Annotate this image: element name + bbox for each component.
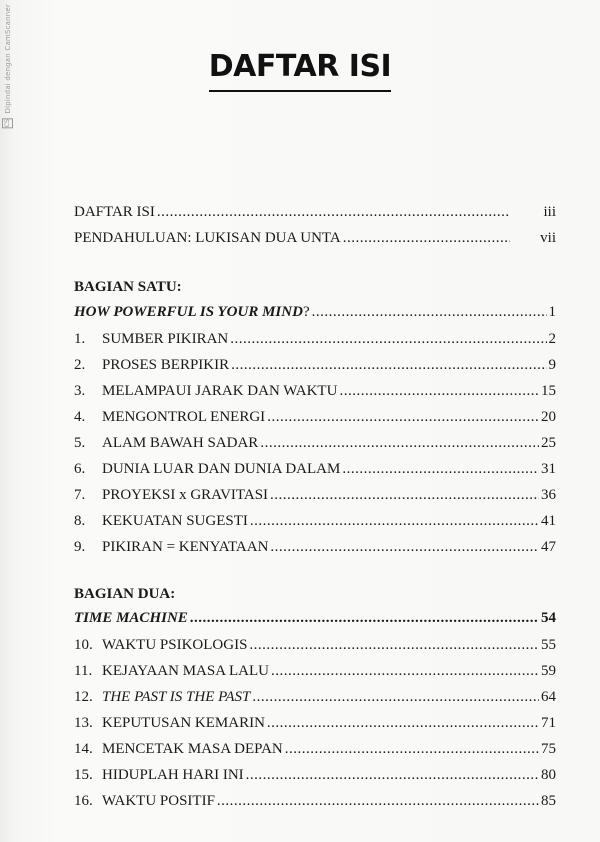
chapter-number: 4. [74, 409, 86, 425]
dot-leader [285, 741, 539, 758]
toc-chapter[interactable] [74, 409, 556, 431]
chapter-title: ALAM BAWAH SADAR [102, 435, 259, 451]
chapter-title: HIDUPLAH HARI INI [102, 767, 244, 783]
chapter-number: 8. [74, 513, 86, 529]
chapter-page: 59 [541, 663, 556, 679]
dot-leader [230, 331, 546, 348]
toc-chapter[interactable] [74, 513, 556, 535]
part-heading: BAGIAN DUA: [74, 586, 176, 602]
chapter-title: PROYEKSI x GRAVITASI [102, 487, 269, 503]
chapter-page: 20 [541, 409, 556, 425]
dot-leader [312, 304, 547, 321]
chapter-title: MENCETAK MASA DEPAN [102, 741, 283, 757]
chapter-page: 71 [541, 715, 556, 731]
dot-leader [270, 539, 539, 556]
chapter-page: 31 [541, 461, 556, 477]
toc-entry-page: iii [543, 204, 556, 220]
toc-chapter[interactable] [74, 357, 556, 379]
dot-leader [267, 715, 539, 732]
scanner-logo-icon: CS [4, 118, 11, 128]
toc-chapter[interactable] [74, 435, 556, 457]
toc-chapter[interactable] [74, 383, 556, 405]
toc-chapter[interactable] [74, 487, 556, 509]
chapter-title: WAKTU PSIKOLOGIS [102, 637, 248, 653]
toc-chapter[interactable] [74, 741, 556, 763]
chapter-number: 6. [74, 461, 86, 477]
chapter-page: 36 [541, 487, 556, 503]
toc-chapter[interactable] [74, 689, 556, 711]
chapter-title: SUMBER PIKIRAN [102, 331, 229, 347]
chapter-page: 25 [541, 435, 556, 451]
chapter-title: THE PAST IS THE PAST [102, 689, 251, 705]
toc-chapter[interactable] [74, 461, 556, 483]
chapter-page: 41 [541, 513, 556, 529]
dot-leader [343, 230, 510, 247]
dot-leader [231, 357, 546, 374]
chapter-page: 2 [548, 331, 556, 347]
part-subtitle: TIME MACHINE [74, 610, 188, 626]
toc-chapter[interactable] [74, 331, 556, 353]
toc-entry-label: DAFTAR ISI [74, 204, 155, 220]
dot-leader [157, 204, 510, 221]
chapter-title: DUNIA LUAR DAN DUNIA DALAM [102, 461, 341, 477]
chapter-number: 16. [74, 793, 93, 809]
chapter-page: 75 [541, 741, 556, 757]
chapter-number: 9. [74, 539, 86, 555]
dot-leader [260, 435, 539, 452]
part-subtitle-entry[interactable] [74, 610, 556, 632]
chapter-page: 64 [541, 689, 556, 705]
title-block [0, 50, 600, 92]
chapter-page: 80 [541, 767, 556, 783]
chapter-number: 7. [74, 487, 86, 503]
dot-leader [342, 461, 539, 478]
part-subtitle-suffix: ? [302, 304, 310, 320]
toc-chapter[interactable] [74, 637, 556, 659]
toc-entry-page: 54 [541, 610, 556, 626]
chapter-page: 85 [541, 793, 556, 809]
toc-entry-pendahuluan[interactable] [74, 230, 556, 252]
dot-leader [339, 383, 539, 400]
scanner-watermark-text: Dipindai dengan CamScanner [4, 4, 12, 114]
part-heading: BAGIAN SATU: [74, 279, 182, 295]
chapter-number: 11. [74, 663, 93, 679]
toc-entry-label: PENDAHULUAN: LUKISAN DUA UNTA [74, 230, 341, 246]
chapter-number: 12. [74, 689, 93, 705]
dot-leader [252, 689, 539, 706]
toc-chapter[interactable] [74, 663, 556, 685]
chapter-title: KEPUTUSAN KEMARIN [102, 715, 265, 731]
page-title: DAFTAR ISI [209, 50, 391, 92]
chapter-number: 2. [74, 357, 86, 373]
chapter-title: PIKIRAN = KENYATAAN [102, 539, 269, 555]
chapter-title: WAKTU POSITIF [102, 793, 215, 809]
chapter-title: MELAMPAUI JARAK DAN WAKTU [102, 383, 338, 399]
dot-leader [250, 513, 539, 530]
chapter-title: PROSES BERPIKIR [102, 357, 230, 373]
dot-leader [190, 610, 539, 627]
part-subtitle: HOW POWERFUL IS YOUR MIND [74, 304, 303, 320]
toc-entry-page: vii [540, 230, 556, 246]
toc-chapter[interactable] [74, 539, 556, 561]
chapter-title: KEJAYAAN MASA LALU [102, 663, 269, 679]
toc-chapter[interactable] [74, 767, 556, 789]
dot-leader [270, 487, 539, 504]
chapter-number: 14. [74, 741, 93, 757]
dot-leader [249, 637, 539, 654]
chapter-page: 55 [541, 637, 556, 653]
chapter-page: 9 [548, 357, 556, 373]
toc-chapter[interactable] [74, 715, 556, 737]
toc-entry-daftar-isi[interactable] [74, 204, 556, 226]
toc-chapter[interactable] [74, 793, 556, 815]
chapter-page: 47 [541, 539, 556, 555]
chapter-number: 15. [74, 767, 93, 783]
chapter-title: KEKUATAN SUGESTI [102, 513, 248, 529]
dot-leader [271, 663, 539, 680]
chapter-number: 1. [74, 331, 86, 347]
chapter-number: 5. [74, 435, 86, 451]
chapter-page: 15 [541, 383, 556, 399]
chapter-title: MENGONTROL ENERGI [102, 409, 266, 425]
dot-leader [246, 767, 539, 784]
chapter-number: 10. [74, 637, 93, 653]
dot-leader [217, 793, 539, 810]
chapter-number: 13. [74, 715, 93, 731]
toc-entry-page: 1 [548, 304, 556, 320]
part-subtitle-entry[interactable] [74, 304, 556, 326]
dot-leader [267, 409, 539, 426]
chapter-number: 3. [74, 383, 86, 399]
